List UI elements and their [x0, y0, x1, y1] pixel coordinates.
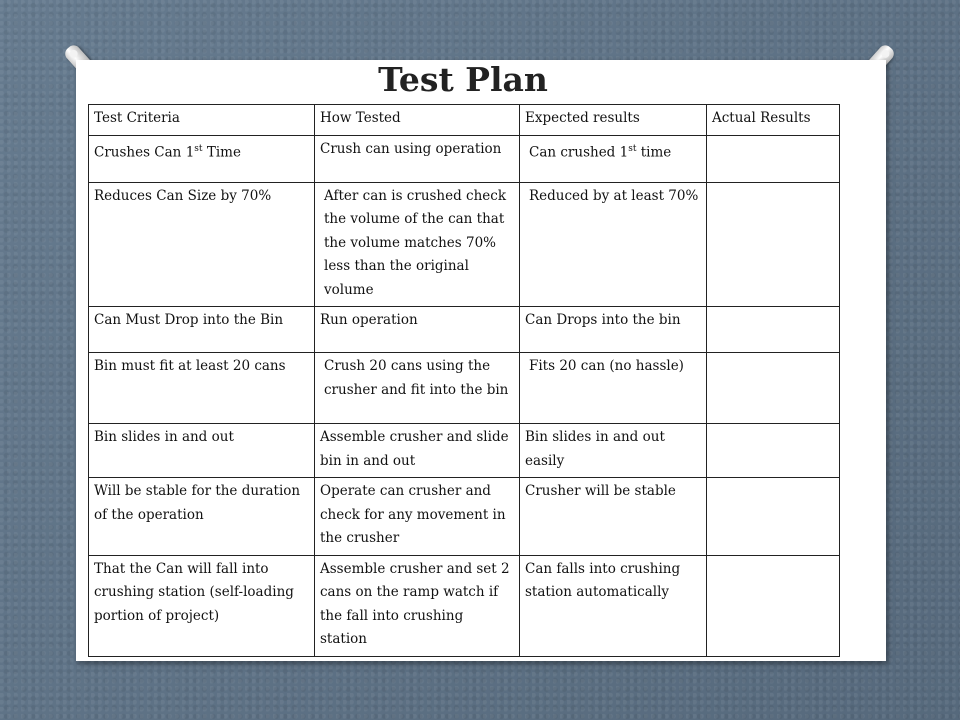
- cell-how-tested: Assemble crusher and set 2 cans on the ramp watch if the fall into crushing station: [315, 555, 520, 656]
- cell-how-tested: Crush 20 cans using the crusher and fit into the bin: [315, 353, 520, 424]
- cell-actual-results: [707, 555, 840, 656]
- header-actual-results: Actual Results: [707, 105, 840, 136]
- cell-expected-results: Crusher will be stable: [520, 478, 707, 556]
- table-row: [89, 424, 840, 478]
- cell-expected-results: Can crushed 1st time: [520, 135, 707, 182]
- cell-test-criteria: Crushes Can 1st Time: [89, 135, 315, 182]
- cell-test-criteria: Bin must fit at least 20 cans: [89, 353, 315, 424]
- cell-how-tested: Operate can crusher and check for any movement in the crusher: [315, 478, 520, 556]
- cell-test-criteria: That the Can will fall into crushing station (self-loading portion of project): [89, 555, 315, 656]
- table-row: [89, 135, 840, 182]
- header-test-criteria: Test Criteria: [89, 105, 315, 136]
- cell-actual-results: [707, 353, 840, 424]
- table-row: [89, 307, 840, 353]
- cell-expected-results: Reduced by at least 70%: [520, 182, 707, 307]
- cell-actual-results: [707, 307, 840, 353]
- page-title: Test Plan: [378, 60, 548, 99]
- header-expected-results: Expected results: [520, 105, 707, 136]
- cell-expected-results: Can Drops into the bin: [520, 307, 707, 353]
- cell-test-criteria: Bin slides in and out: [89, 424, 315, 478]
- cell-actual-results: [707, 424, 840, 478]
- header-how-tested: How Tested: [315, 105, 520, 136]
- cell-expected-results: Bin slides in and out easily: [520, 424, 707, 478]
- cell-how-tested: Assemble crusher and slide bin in and out: [315, 424, 520, 478]
- test-plan-table: [88, 104, 840, 657]
- table-row: [89, 555, 840, 656]
- table-header-row: [89, 105, 840, 136]
- cell-how-tested: Run operation: [315, 307, 520, 353]
- cell-actual-results: [707, 182, 840, 307]
- table-row: [89, 182, 840, 307]
- cell-how-tested: Crush can using operation: [315, 135, 520, 182]
- cell-test-criteria: Will be stable for the duration of the operation: [89, 478, 315, 556]
- table-row: [89, 478, 840, 556]
- cell-test-criteria: Can Must Drop into the Bin: [89, 307, 315, 353]
- cell-actual-results: [707, 478, 840, 556]
- cell-actual-results: [707, 135, 840, 182]
- cell-how-tested: After can is crushed check the volume of the can that the volume matches 70% less than the original volume: [315, 182, 520, 307]
- table-row: [89, 353, 840, 424]
- cell-test-criteria: Reduces Can Size by 70%: [89, 182, 315, 307]
- cell-expected-results: Fits 20 can (no hassle): [520, 353, 707, 424]
- cell-expected-results: Can falls into crushing station automatically: [520, 555, 707, 656]
